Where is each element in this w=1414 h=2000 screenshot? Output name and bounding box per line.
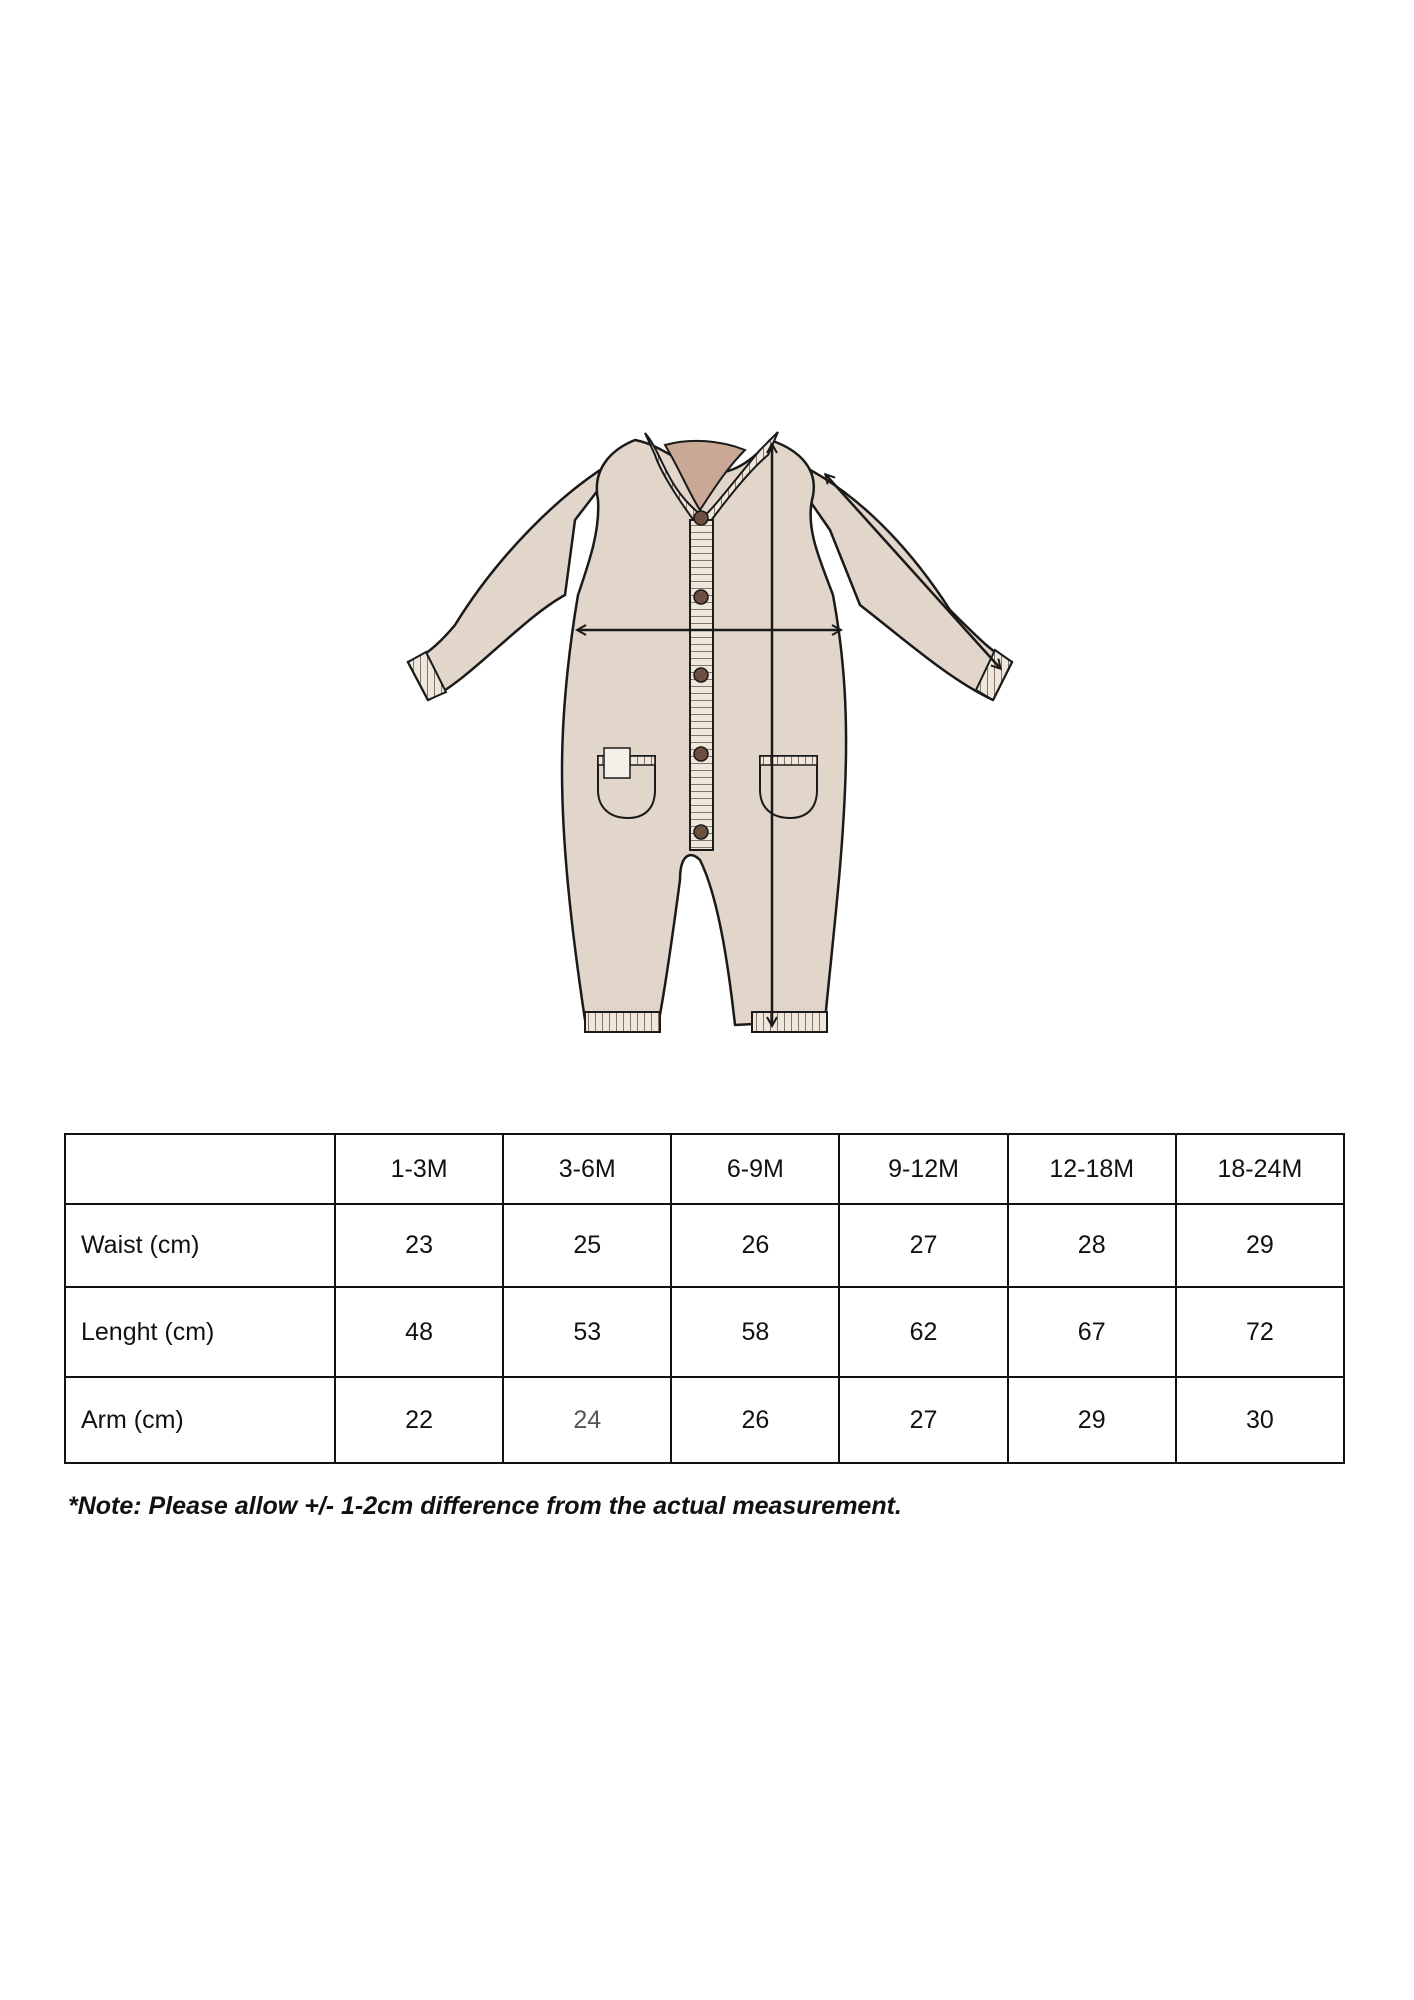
table-cell: 58 — [671, 1287, 839, 1377]
table-cell: 53 — [503, 1287, 671, 1377]
table-cell: 29 — [1008, 1377, 1176, 1463]
size-header-cell: 1-3M — [335, 1134, 503, 1204]
table-cell: 67 — [1008, 1287, 1176, 1377]
left-leg-cuff — [585, 1012, 660, 1032]
table-cell: 26 — [671, 1204, 839, 1287]
button — [694, 668, 708, 682]
length-row — [65, 1287, 1344, 1377]
size-chart-table — [64, 1133, 1345, 1464]
row-label-length: Lenght (cm) — [65, 1287, 335, 1377]
right-leg-cuff — [752, 1012, 827, 1032]
button-placket — [690, 520, 713, 850]
button — [694, 747, 708, 761]
table-cell: 26 — [671, 1377, 839, 1463]
row-label-waist: Waist (cm) — [65, 1204, 335, 1287]
table-cell: 62 — [839, 1287, 1007, 1377]
right-pocket-rib — [760, 756, 817, 765]
size-header-row — [65, 1134, 1344, 1204]
table-cell: 48 — [335, 1287, 503, 1377]
button — [694, 511, 708, 525]
brand-label-tag — [604, 748, 630, 778]
size-header-cell: 12-18M — [1008, 1134, 1176, 1204]
waist-row — [65, 1204, 1344, 1287]
table-cell: 28 — [1008, 1204, 1176, 1287]
arm-row — [65, 1377, 1344, 1463]
size-header-cell: 18-24M — [1176, 1134, 1344, 1204]
measurement-note: *Note: Please allow +/- 1-2cm difference from the actual measurement. — [68, 1492, 902, 1520]
size-header-cell: 9-12M — [839, 1134, 1007, 1204]
table-cell: 24 — [503, 1377, 671, 1463]
table-cell: 29 — [1176, 1204, 1344, 1287]
table-cell: 27 — [839, 1204, 1007, 1287]
corner-cell — [65, 1134, 335, 1204]
table-cell: 30 — [1176, 1377, 1344, 1463]
table-cell: 22 — [335, 1377, 503, 1463]
table-cell: 23 — [335, 1204, 503, 1287]
table-cell: 25 — [503, 1204, 671, 1287]
size-header-cell: 3-6M — [503, 1134, 671, 1204]
button — [694, 590, 708, 604]
button — [694, 825, 708, 839]
table-cell: 27 — [839, 1377, 1007, 1463]
row-label-arm: Arm (cm) — [65, 1377, 335, 1463]
table-cell: 72 — [1176, 1287, 1344, 1377]
size-header-cell: 6-9M — [671, 1134, 839, 1204]
